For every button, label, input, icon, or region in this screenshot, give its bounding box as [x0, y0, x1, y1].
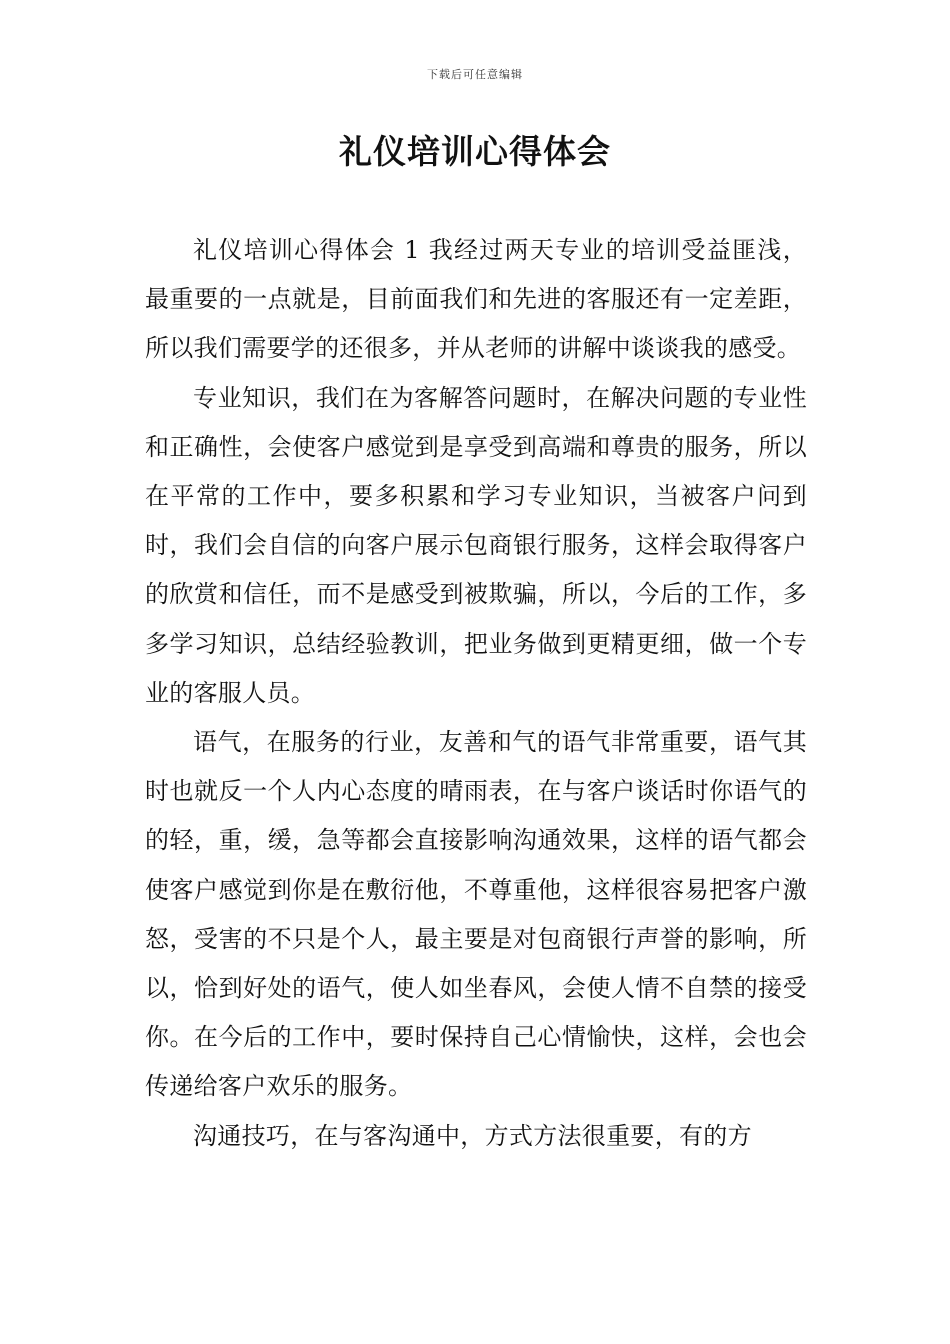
paragraph: 专业知识，我们在为客解答问题时，在解决问题的专业性和正确性，会使客户感觉到是享受到高端和尊贵的服务，所以在平常的工作中，要多积累和学习专业知识，当被客户问到时，我们会自信的向客户展示包商银行服务，这样会取得客户的欣赏和信任，而不是感受到被欺骗，所以，今后的工作，多多学习知识，总结经验教训，把业务做到更精更细，做一个专业的客服人员。 — [145, 383, 807, 707]
header-note: 下载后可任意编辑 — [427, 68, 523, 81]
paragraph: 沟通技巧，在与客沟通中，方式方法很重要，有的方 — [193, 1121, 752, 1150]
document-title: 礼仪培训心得体会 — [339, 132, 611, 171]
document-body — [145, 226, 807, 1161]
paragraph: 礼仪培训心得体会 1 我经过两天专业的培训受益匪浅，最重要的一点就是，目前面我们和先进的客服还有一定差距，所以我们需要学的还很多，并从老师的讲解中谈谈我的感受。 — [145, 236, 807, 363]
paragraph: 语气，在服务的行业，友善和气的语气非常重要，语气其时也就反一个人内心态度的晴雨表，在与客户谈话时你语气的的轻，重，缓，急等都会直接影响沟通效果，这样的语气都会使客户感觉到你是在敷衍他，不尊重他，这样很容易把客户激怒，受害的不只是个人，最主要是对包商银行声誉的影响，所以，恰到好处的语气，使人如坐春风，会使人情不自禁的接受你。在今后的工作中，要时保持自己心情愉快，这样，会也会传递给客户欢乐的服务。 — [145, 728, 807, 1101]
